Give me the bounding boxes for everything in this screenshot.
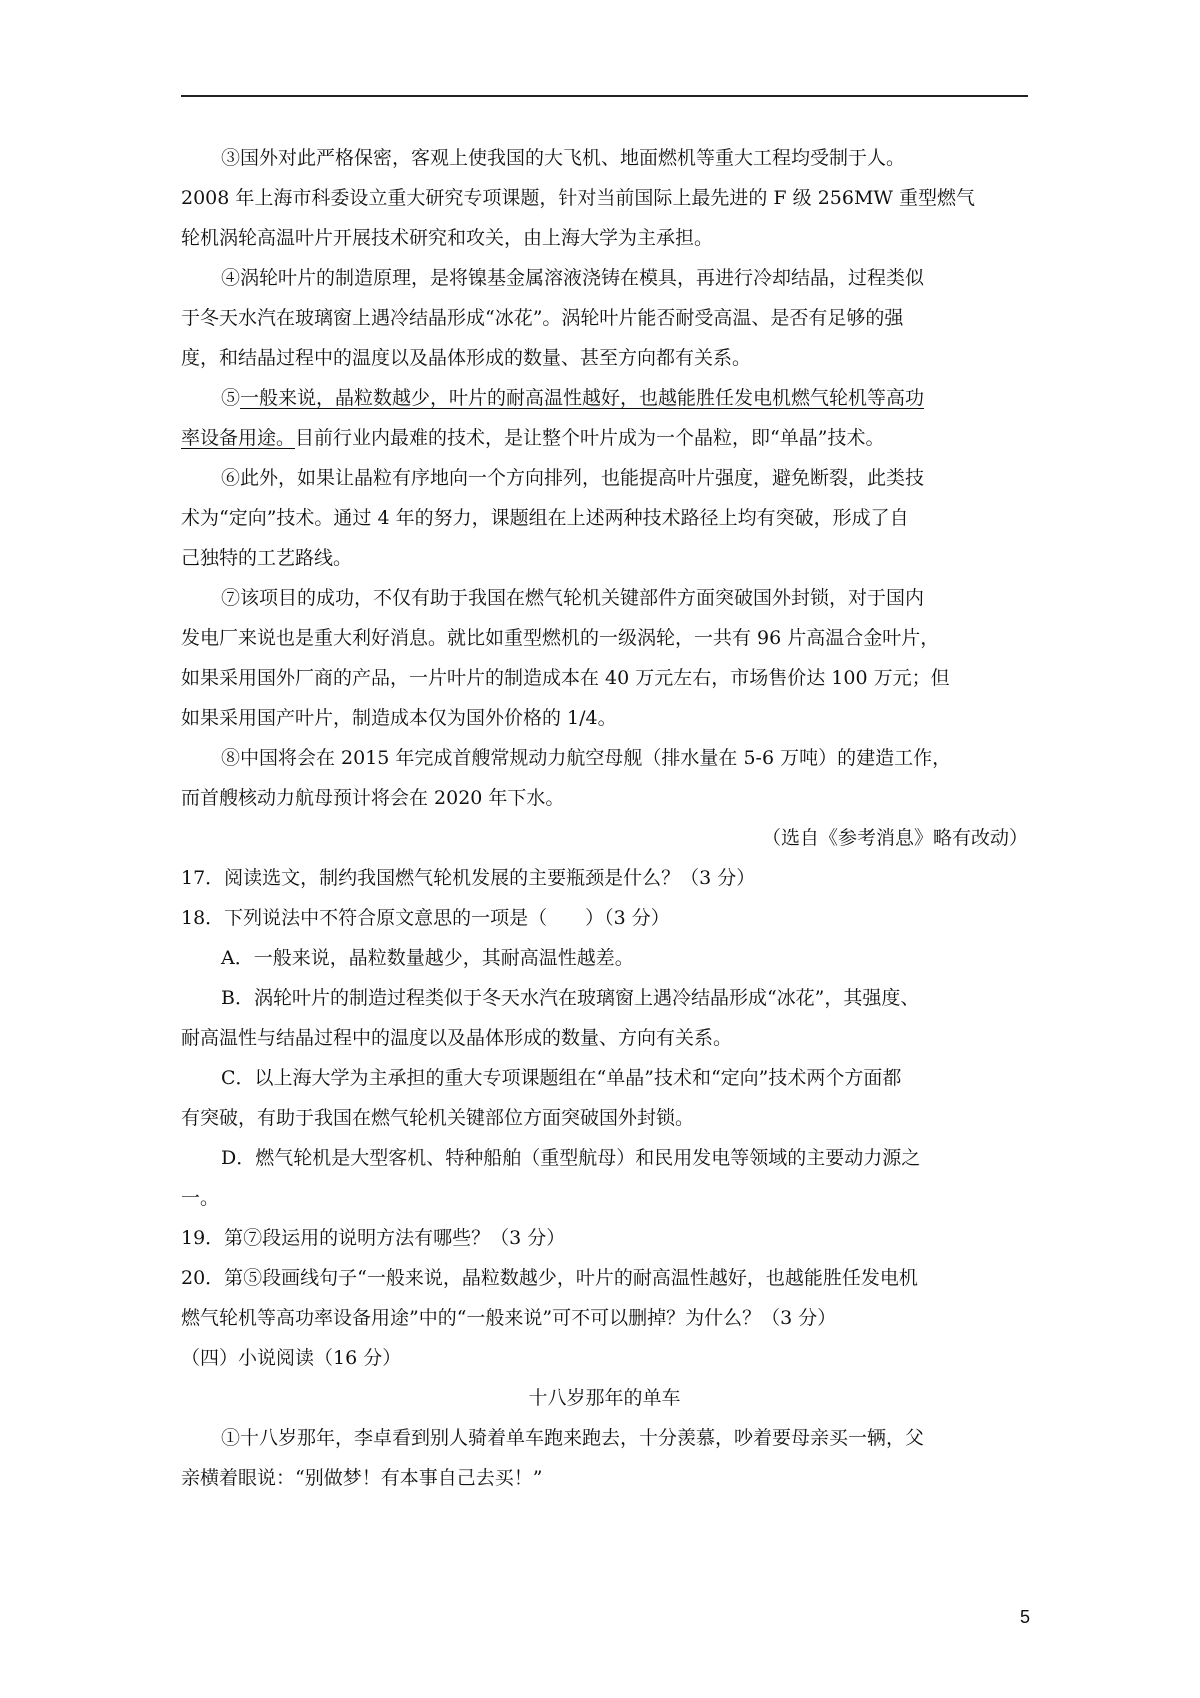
text-line: 术为“定向”技术。通过 4 年的努力，课题组在上述两种技术路径上均有突破，形成了自 bbox=[181, 507, 909, 529]
text-line: 如果采用国外厂商的产品，一片叶片的制造成本在 40 万元左右，市场售价达 100 万元；但 bbox=[181, 667, 950, 689]
text-line: 一。 bbox=[181, 1187, 220, 1209]
text-line: ⑦该项目的成功，不仅有助于我国在燃气轮机关键部件方面突破国外封锁，对于国内 bbox=[221, 587, 925, 609]
text-line: ⑧中国将会在 2015 年完成首艘常规动力航空母舰（排水量在 5-6 万吨）的建造工作， bbox=[221, 747, 952, 769]
question-18: 18．下列说法中不符合原文意思的一项是（ ）（3 分） bbox=[181, 907, 670, 929]
option-a: A．一般来说，晶粒数量越少，其耐高温性越差。 bbox=[221, 947, 634, 969]
text-line: 如果采用国产叶片，制造成本仅为国外价格的 1/4。 bbox=[181, 707, 617, 729]
text-line: ④涡轮叶片的制造原理，是将镍基金属溶液浇铸在模具，再进行冷却结晶，过程类似 bbox=[221, 267, 925, 289]
text-line: C．以上海大学为主承担的重大专项课题组在“单晶”技术和“定向”技术两个方面都 bbox=[221, 1067, 902, 1089]
question-17: 17．阅读选文，制约我国燃气轮机发展的主要瓶颈是什么？（3 分） bbox=[181, 867, 756, 889]
section-heading: （四）小说阅读（16 分） bbox=[181, 1347, 402, 1369]
text-line: D．燃气轮机是大型客机、特种船舶（重型航母）和民用发电等领域的主要动力源之 bbox=[221, 1147, 921, 1169]
header-rule bbox=[181, 95, 1028, 97]
text-line: ⑥此外，如果让晶粒有序地向一个方向排列，也能提高叶片强度，避免断裂，此类技 bbox=[221, 467, 925, 489]
text-line: 发电厂来说也是重大利好消息。就比如重型燃机的一级涡轮，一共有 96 片高温合金叶片， bbox=[181, 627, 940, 649]
text-line: 燃气轮机等高功率设备用途”中的“一般来说”可不可以删掉？为什么？（3 分） bbox=[181, 1307, 837, 1329]
text-line: 度，和结晶过程中的温度以及晶体形成的数量、甚至方向都有关系。 bbox=[181, 347, 752, 369]
question-19: 19．第⑦段运用的说明方法有哪些？（3 分） bbox=[181, 1227, 566, 1249]
text-line: 于冬天水汽在玻璃窗上遇冷结晶形成“冰花”。涡轮叶片能否耐受高温、是否有足够的强 bbox=[181, 307, 904, 329]
paragraph-4 bbox=[181, 258, 1028, 378]
source-note: （选自《参考消息》略有改动） bbox=[761, 827, 1028, 849]
text-line: 而首艘核动力航母预计将会在 2020 年下水。 bbox=[181, 787, 565, 809]
underlined-sentence-end: 率设备用途。 bbox=[181, 427, 296, 449]
text-line: 己独特的工艺路线。 bbox=[181, 547, 353, 569]
story-paragraph-1 bbox=[181, 1418, 1028, 1498]
option-d bbox=[181, 1138, 1028, 1218]
paragraph-number: ⑤ bbox=[221, 387, 241, 409]
text-line: B．涡轮叶片的制造过程类似于冬天水汽在玻璃窗上遇冷结晶形成“冰花”，其强度、 bbox=[221, 987, 920, 1009]
paragraph-6 bbox=[181, 458, 1028, 578]
text-line: ③国外对此严格保密，客观上使我国的大飞机、地面燃机等重大工程均受制于人。 bbox=[221, 147, 906, 169]
text-line: 有突破，有助于我国在燃气轮机关键部位方面突破国外封锁。 bbox=[181, 1107, 695, 1129]
paragraph-5 bbox=[181, 378, 1028, 458]
paragraph-3 bbox=[181, 138, 1028, 258]
story-title: 十八岁那年的单车 bbox=[528, 1387, 681, 1409]
option-c bbox=[181, 1058, 1028, 1138]
question-20 bbox=[181, 1258, 1028, 1338]
paragraph-8 bbox=[181, 738, 1028, 818]
underlined-sentence: 一般来说，晶粒数越少，叶片的耐高温性越好，也越能胜任发电机燃气轮机等高功 bbox=[240, 387, 925, 409]
text-line bbox=[181, 378, 1028, 418]
page-number: 5 bbox=[1019, 1607, 1030, 1627]
text-line: 亲横着眼说：“别做梦！有本事自己去买！” bbox=[181, 1467, 543, 1489]
text-line: 耐高温性与结晶过程中的温度以及晶体形成的数量、方向有关系。 bbox=[181, 1027, 733, 1049]
text-line: 轮机涡轮高温叶片开展技术研究和攻关，由上海大学为主承担。 bbox=[181, 227, 714, 249]
text-line bbox=[181, 418, 1028, 458]
option-b bbox=[181, 978, 1028, 1058]
text-line: 20．第⑤段画线句子“一般来说，晶粒数越少，叶片的耐高温性越好，也越能胜任发电机 bbox=[181, 1267, 918, 1289]
text-line: 2008 年上海市科委设立重大研究专项课题，针对当前国际上最先进的 F 级 256MW 重型燃气 bbox=[181, 187, 975, 209]
sentence: 目前行业内最难的技术，是让整个叶片成为一个晶粒，即“单晶”技术。 bbox=[295, 427, 885, 449]
text-line: ①十八岁那年，李卓看到别人骑着单车跑来跑去，十分羡慕，吵着要母亲买一辆，父 bbox=[221, 1427, 925, 1449]
page-content bbox=[181, 138, 1028, 1498]
paragraph-7 bbox=[181, 578, 1028, 738]
